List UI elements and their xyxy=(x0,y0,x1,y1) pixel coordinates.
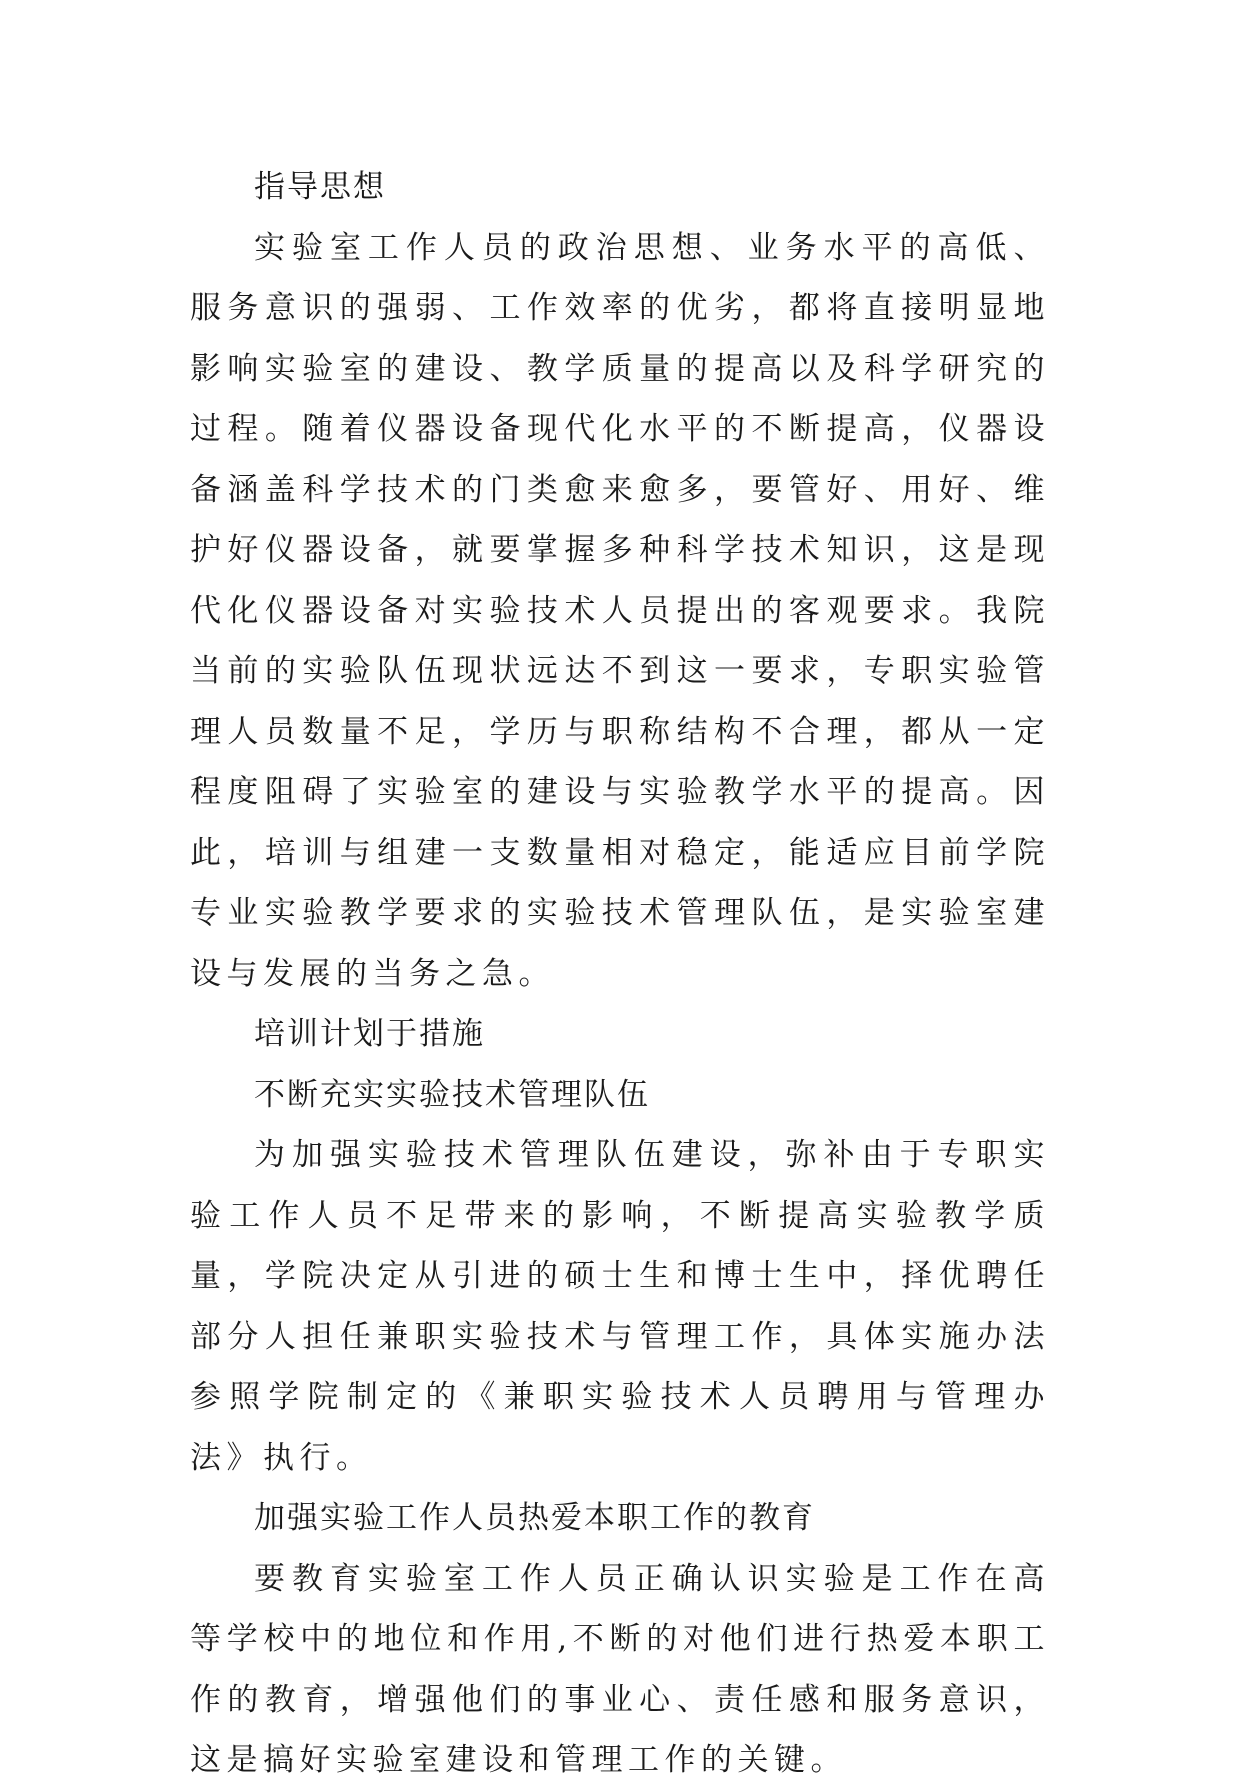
section-heading-training-plan: 培训计划于措施 xyxy=(254,1016,485,1052)
section-heading-guiding-ideology: 指导思想 xyxy=(254,169,386,205)
paragraph-team: 为加强实验技术管理队伍建设，弥补由于专职实验工作人员不足带来的影响，不断提高实验教学质量，学院决定从引进的硕士生和博士生中，择优聘任部分人担任兼职实验技术与管理工作，具体实施办法参照学院制定的《兼职实验技术人员聘用与管理办法》执行。 xyxy=(190,1137,1050,1476)
subsection-heading-education: 加强实验工作人员热爱本职工作的教育 xyxy=(254,1500,815,1536)
paragraph-guiding-ideology: 实验室工作人员的政治思想、业务水平的高低、服务意识的强弱、工作效率的优劣，都将直接明显地影响实验室的建设、教学质量的提高以及科学研究的过程。随着仪器设备现代化水平的不断提高，仪器设备涵盖科学技术的门类愈来愈多，要管好、用好、维护好仪器设备，就要掌握多种科学技术知识，这是现代化仪器设备对实验技术人员提出的客观要求。我院当前的实验队伍现状远达不到这一要求，专职实验管理人员数量不足，学历与职称结构不合理，都从一定程度阻碍了实验室的建设与实验教学水平的提高。因此，培训与组建一支数量相对稳定，能适应目前学院专业实验教学要求的实验技术管理队伍，是实验室建设与发展的当务之急。 xyxy=(190,229,1050,992)
document-body xyxy=(190,157,1050,1791)
paragraph-education: 要教育实验室工作人员正确认识实验是工作在高等学校中的地位和作用,不断的对他们进行热爱本职工作的教育，增强他们的事业心、责任感和服务意识，这是搞好实验室建设和管理工作的关键。 xyxy=(190,1560,1050,1778)
subsection-heading-team: 不断充实实验技术管理队伍 xyxy=(254,1076,650,1113)
